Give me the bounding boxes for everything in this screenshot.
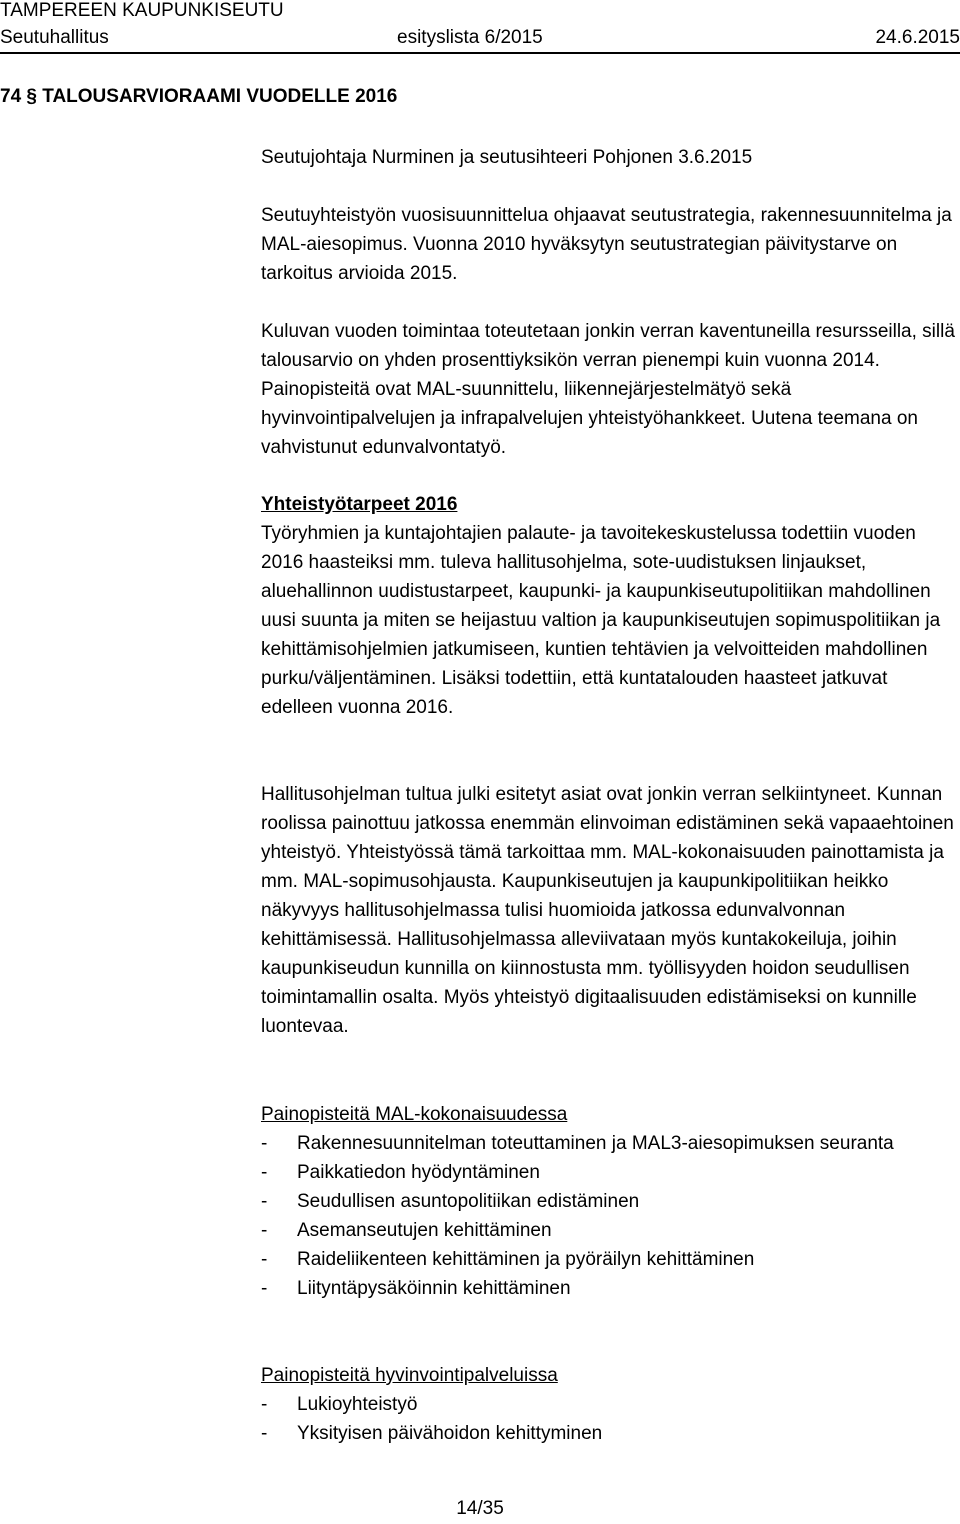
- welfare-priorities-list: [261, 1390, 960, 1448]
- list-item: - Lukioyhteistyö: [261, 1390, 960, 1419]
- list-item: - Yksityisen päivähoidon kehittyminen: [261, 1419, 960, 1448]
- header-agenda: esityslista 6/2015: [397, 27, 543, 48]
- section-heading-cooperation-needs: Yhteistyötarpeet 2016: [261, 494, 458, 515]
- section-heading-welfare-priorities: Painopisteitä hyvinvointipalveluissa: [261, 1365, 558, 1386]
- list-item: - Seudullisen asuntopolitiikan edistäminen: [261, 1187, 960, 1216]
- list-item: - Paikkatiedon hyödyntäminen: [261, 1158, 960, 1187]
- list-item: - Raideliikenteen kehittäminen ja pyöräilyn kehittäminen: [261, 1245, 960, 1274]
- cooperation-needs-paragraph: Työryhmien ja kuntajohtajien palaute- ja tavoitekeskustelussa todettiin vuoden 2016 haasteiksi mm. tuleva hallitusohjelma, sote-uudistuksen linjaukset, aluehallinnon uudistustarpeet, kaupunki- ja kaupunkiseutupolitiikan mahdollinen uusi suunta ja miten se heijastuu valtion ja kaupunkiseutujen sopimuspolitiikan ja kehittämisohjelmien jatkumiseen, kuntien tehtävien ja velvoitteiden mahdollinen purku/väljentäminen. Lisäksi todettiin, että kuntatalouden haasteet jatkuvat edelleen vuonna 2016.: [261, 523, 941, 718]
- document-header: [0, 26, 960, 54]
- page-number: 14/35: [456, 1498, 504, 1519]
- government-program-paragraph: Hallitusohjelman tultua julki esitetyt asiat ovat jonkin verran selkiintyneet. Kunnan roolissa painottuu jatkossa enemmän elinvoiman edistäminen sekä vapaaehtoinen yhteistyö. Yhteistyössä tämä tarkoittaa mm. MAL-kokonaisuuden painottamista ja mm. MAL-sopimusohjausta. Kaupunkiseutujen ja kaupunkipolitiikan heikko näkyvyys hallitusohjelmassa tulisi huomioida jatkossa edunvalvonnan kehittämisessä. Hallitusohjelmassa alleviivataan myös kuntakokeiluja, joihin kaupunkiseudun kunnilla on kiinnostusta mm. työllisyyden hoidon seudullisen toimintamallin osalta. Myös yhteistyö digitaalisuuden edistämiseksi on kunnille luontevaa.: [261, 784, 954, 1037]
- list-item: - Rakennesuunnitelman toteuttaminen ja MAL3-aiesopimuksen seuranta: [261, 1129, 960, 1158]
- page-title: 74 § TALOUSARVIORAAMI VUODELLE 2016: [0, 86, 398, 107]
- organization-name: TAMPEREEN KAUPUNKISEUTU: [0, 0, 284, 21]
- section-heading-mal-priorities: Painopisteitä MAL-kokonaisuudessa: [261, 1104, 568, 1125]
- mal-priorities-list: [261, 1129, 960, 1303]
- intro-paragraph: Seutuyhteistyön vuosisuunnittelua ohjaavat seutustrategia, rakennesuunnitelma ja MAL-aiesopimus. Vuonna 2010 hyväksytyn seutustrategian päivitystarve on tarkoitus arvioida 2015.: [261, 205, 952, 284]
- header-unit: Seutuhallitus: [0, 27, 109, 48]
- list-item: - Asemanseutujen kehittäminen: [261, 1216, 960, 1245]
- preparers-line: Seutujohtaja Nurminen ja seutusihteeri Pohjonen 3.6.2015: [261, 147, 753, 168]
- list-item: - Liityntäpysäköinnin kehittäminen: [261, 1274, 960, 1303]
- header-date: 24.6.2015: [875, 27, 960, 48]
- current-year-paragraph: Kuluvan vuoden toimintaa toteutetaan jonkin verran kaventuneilla resursseilla, sillä talousarvio on yhden prosenttiyksikön verran pienempi kuin vuonna 2014. Painopisteitä ovat MAL-suunnittelu, liikennejärjestelmätyö sekä hyvinvointipalvelujen ja infrapalvelujen yhteistyöhankkeet. Uutena teemana on vahvistunut edunvalvontatyö.: [261, 321, 955, 458]
